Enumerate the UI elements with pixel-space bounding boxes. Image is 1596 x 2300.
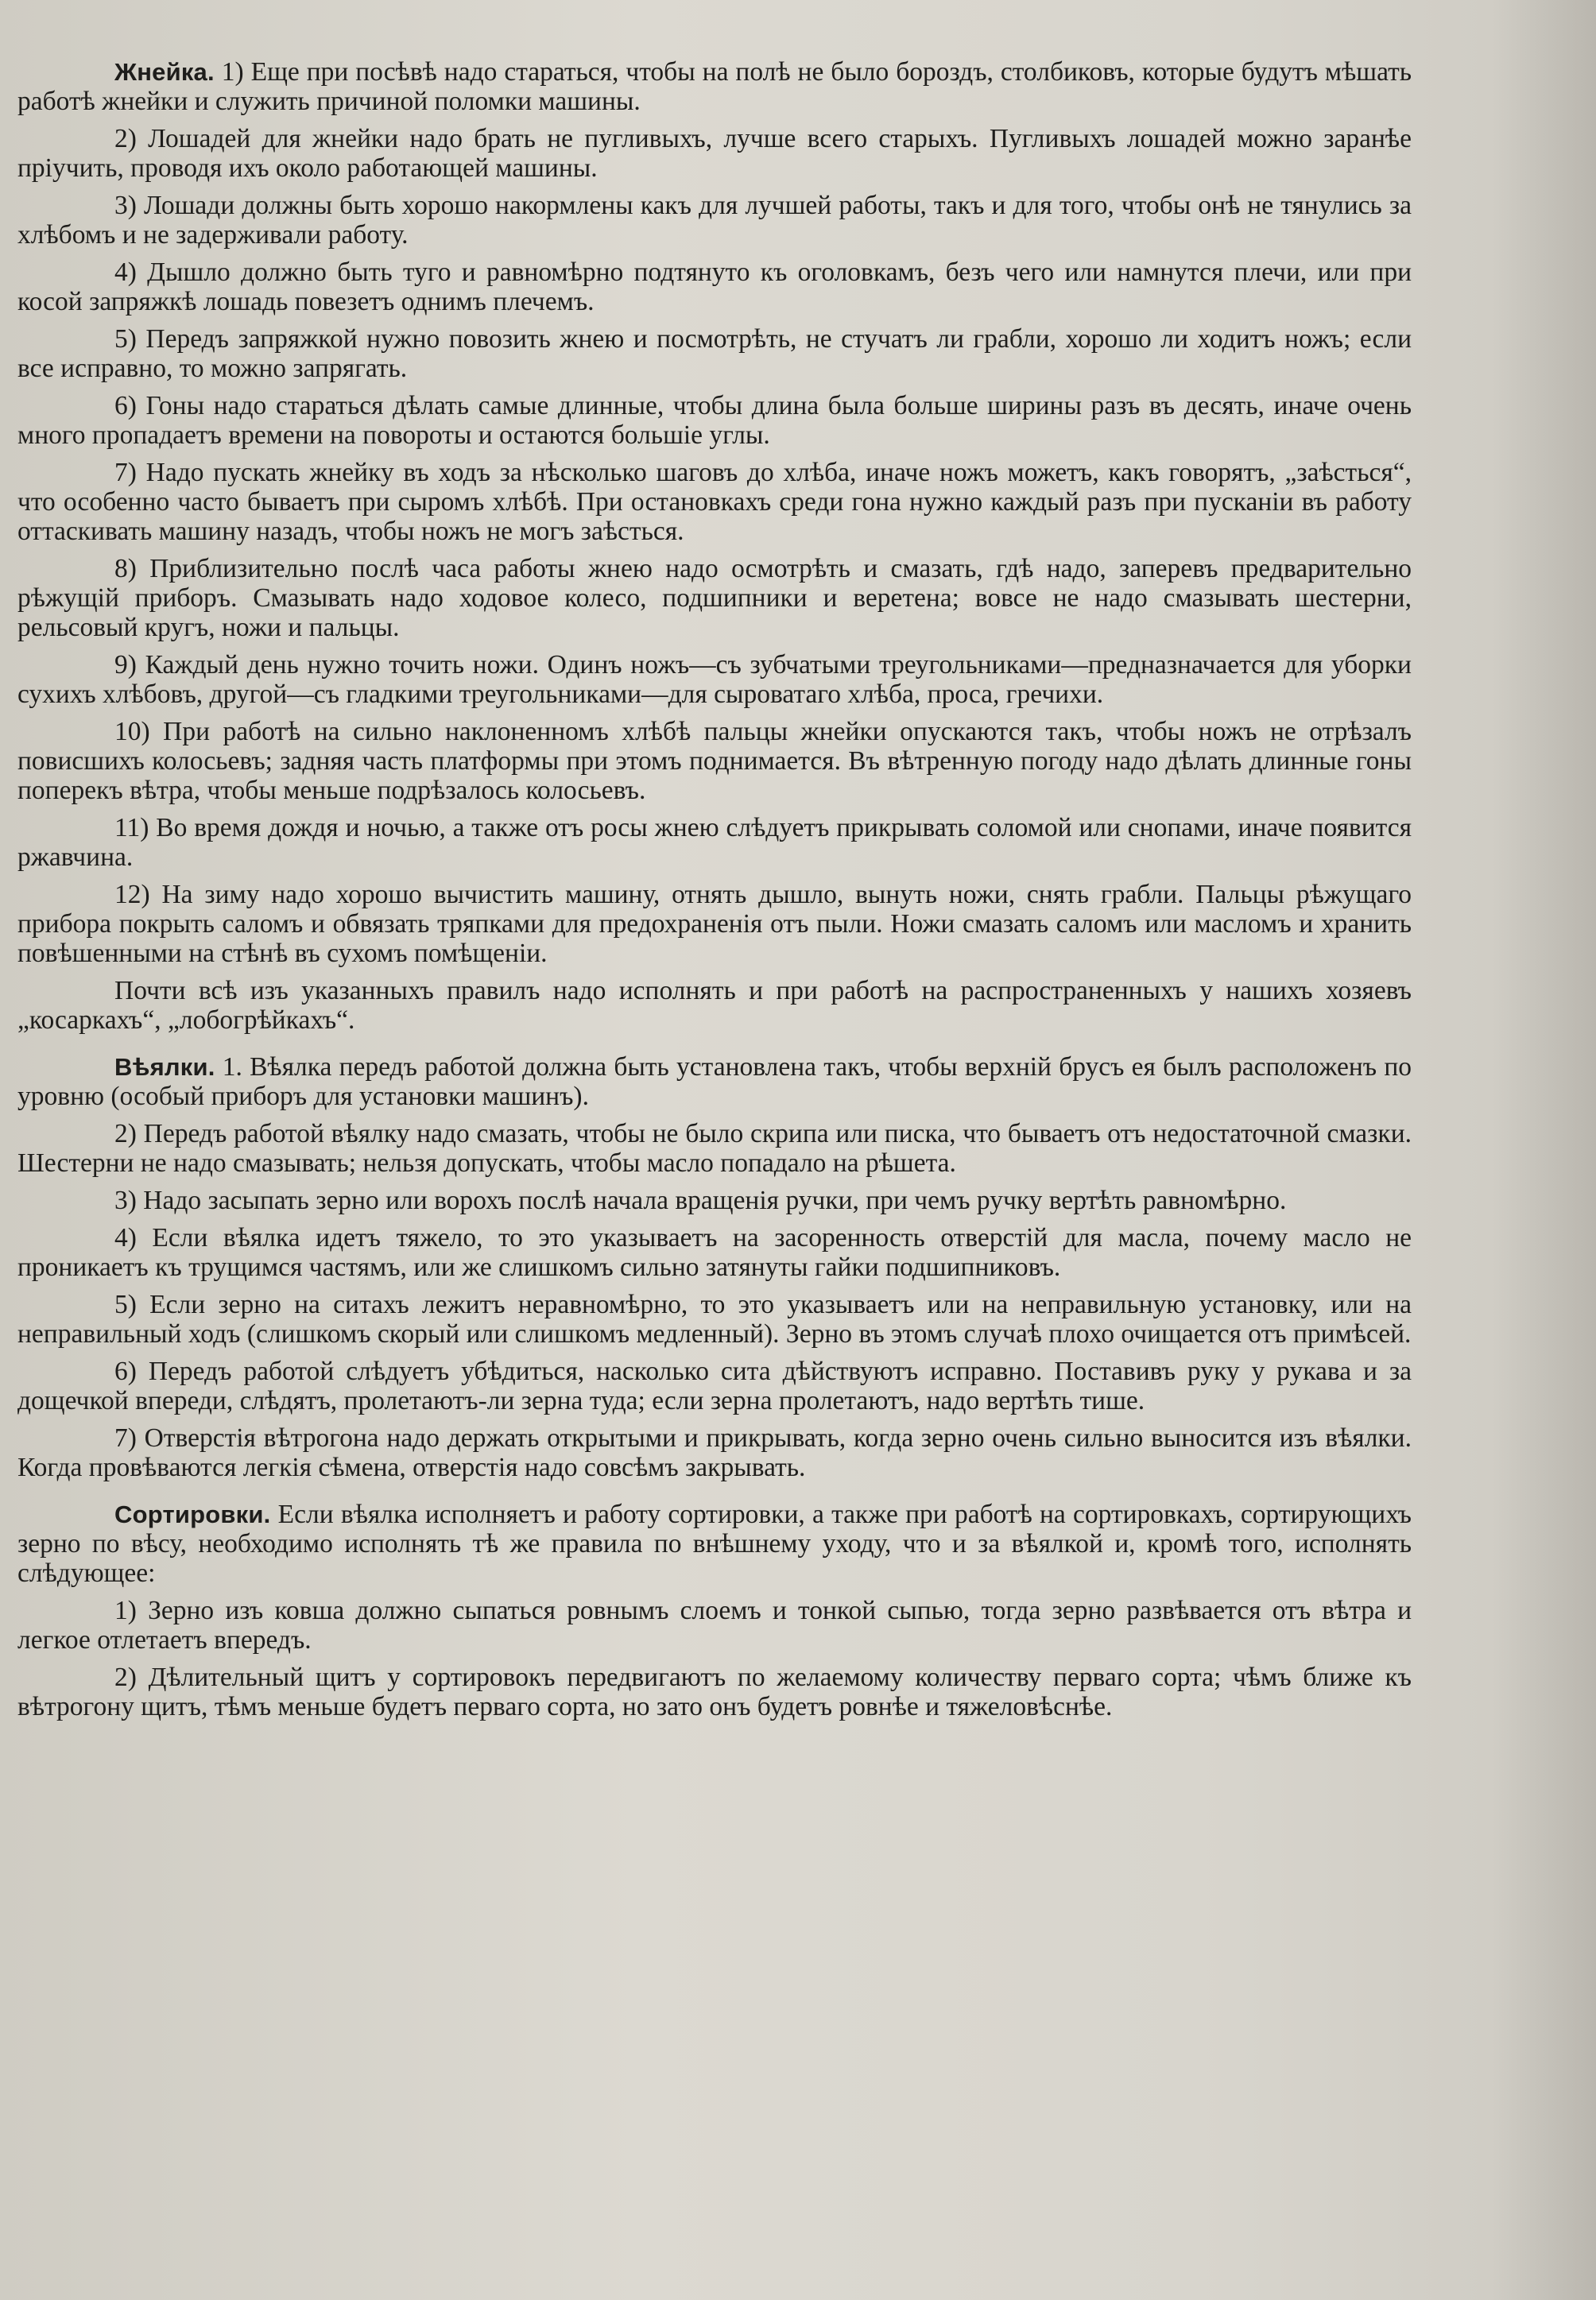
section-heading-reaper: Жнейка. — [114, 58, 215, 86]
reaper-paragraph-1 — [17, 57, 1412, 116]
winnower-paragraph-2: 2) Передъ работой вѣялку надо смазать, чтобы не было скрипа или писка, что бываетъ отъ недостаточной смазки. Шестерни не надо смазывать; нельзя допускать, чтобы масло попадало на рѣшета. — [17, 1119, 1412, 1178]
sorter-paragraph-intro — [17, 1500, 1412, 1588]
reaper-paragraph-3: 3) Лошади должны быть хорошо накормлены какъ для лучшей работы, такъ и для того, чтобы онѣ не тянулись за хлѣбомъ и не задерживали работу. — [17, 191, 1412, 250]
sorter-paragraph-2: 2) Дѣлительный щитъ у сортировокъ передвигаютъ по желаемому количеству перваго сорта; чѣмъ ближе къ вѣтрогону щитъ, тѣмъ меньше будетъ перваго сорта, но зато онъ будетъ ровнѣе и тяжеловѣснѣе. — [17, 1663, 1412, 1721]
reaper-paragraph-9: 9) Каждый день нужно точить ножи. Одинъ ножъ—съ зубчатыми треугольниками—предназначается для уборки сухихъ хлѣбовъ, другой—съ гладкими треугольниками—для сыроватаго хлѣба, проса, гречихи. — [17, 650, 1412, 709]
section-heading-sorters: Сортировки. — [114, 1500, 271, 1528]
winnower-paragraph-5: 5) Если зерно на ситахъ лежитъ неравномѣрно, то это указываетъ или на неправильную установку, или на неправильный ходъ (слишкомъ скорый или слишкомъ медленный). Зерно въ этомъ случаѣ плохо очищается отъ примѣсей. — [17, 1290, 1412, 1349]
reaper-paragraph-7: 7) Надо пускать жнейку въ ходъ за нѣсколько шаговъ до хлѣба, иначе ножъ можетъ, какъ говорятъ, „заѣсться“, что особенно часто бываетъ при сыромъ хлѣбѣ. При остановкахъ среди гона нужно каждый разъ при пусканіи въ работу оттаскивать машину назадъ, чтобы ножъ не могъ заѣсться. — [17, 458, 1412, 546]
reaper-paragraph-6: 6) Гоны надо стараться дѣлать самые длинные, чтобы длина была больше ширины разъ въ десять, иначе очень много пропадаетъ времени на повороты и остаются большіе углы. — [17, 391, 1412, 450]
paragraph-text: 1. Вѣялка передъ работой должна быть установлена такъ, чтобы верхній брусъ ея былъ расположенъ по уровню (особый приборъ для установки машинъ). — [17, 1052, 1412, 1111]
reaper-paragraph-5: 5) Передъ запряжкой нужно повозить жнею и посмотрѣть, не стучатъ ли грабли, хорошо ли ходитъ ножъ; если все исправно, то можно запрягать. — [17, 324, 1412, 383]
winnower-paragraph-4: 4) Если вѣялка идетъ тяжело, то это указываетъ на засоренность отверстій для масла, почему масло не проникаетъ къ трущимся частямъ, или же слишкомъ сильно затянуты гайки подшипниковъ. — [17, 1223, 1412, 1282]
reaper-paragraph-10: 10) При работѣ на сильно наклоненномъ хлѣбѣ пальцы жнейки опускаются такъ, чтобы ножъ не отрѣзалъ повисшихъ колосьевъ; задняя часть платформы при этомъ поднимается. Въ вѣтренную погоду надо дѣлать длинные гоны поперекъ вѣтра, чтобы меньше подрѣзалось колосьевъ. — [17, 717, 1412, 805]
page-edge-shadow — [1493, 0, 1596, 2300]
reaper-paragraph-11: 11) Во время дождя и ночью, а также отъ росы жнею слѣдуетъ прикрывать соломой или снопами, иначе появится ржавчина. — [17, 813, 1412, 872]
reaper-paragraph-note: Почти всѣ изъ указанныхъ правилъ надо исполнять и при работѣ на распространенныхъ у нашихъ хозяевъ „косаркахъ“, „лобогрѣйкахъ“. — [17, 976, 1412, 1035]
paragraph-text: Если вѣялка исполняетъ и работу сортировки, а также при работѣ на сортировкахъ, сортирующихъ зерно по вѣсу, необходимо исполнять тѣ же правила по внѣшнему уходу, что и за вѣялкой и, кромѣ того, исполнять слѣдующее: — [17, 1500, 1412, 1588]
reaper-paragraph-2: 2) Лошадей для жнейки надо брать не пугливыхъ, лучше всего старыхъ. Пугливыхъ лошадей можно заранѣе пріучить, проводя ихъ около работающей машины. — [17, 124, 1412, 183]
reaper-paragraph-4: 4) Дышло должно быть туго и равномѣрно подтянуто къ оголовкамъ, безъ чего или намнутся плечи, или при косой запряжкѣ лошадь повезетъ однимъ плечемъ. — [17, 257, 1412, 316]
reaper-paragraph-12: 12) На зиму надо хорошо вычистить машину, отнять дышло, вынуть ножи, снять грабли. Пальцы рѣжущаго прибора покрыть саломъ и обвязать тряпками для предохраненія отъ пыли. Ножи смазать саломъ или масломъ и хранить повѣшенными на стѣнѣ въ сухомъ помѣщеніи. — [17, 880, 1412, 968]
winnower-paragraph-7: 7) Отверстія вѣтрогона надо держать открытыми и прикрывать, когда зерно очень сильно выносится изъ вѣялки. Когда провѣваются легкія сѣмена, отверстія надо совсѣмъ закрывать. — [17, 1423, 1412, 1482]
paragraph-text: 1) Еще при посѣвѣ надо стараться, чтобы на полѣ не было бороздъ, столбиковъ, которые будутъ мѣшать работѣ жнейки и служить причиной поломки машины. — [17, 57, 1412, 116]
section-heading-winnowers: Вѣялки. — [114, 1053, 215, 1081]
winnower-paragraph-6: 6) Передъ работой слѣдуетъ убѣдиться, насколько сита дѣйствуютъ исправно. Поставивъ руку у рукава и за дощечкой впереди, слѣдятъ, пролетаютъ-ли зерна туда; если зерна пролетаютъ, надо вертѣть тише. — [17, 1357, 1412, 1415]
winnower-paragraph-3: 3) Надо засыпать зерно или ворохъ послѣ начала вращенія ручки, при чемъ ручку вертѣть равномѣрно. — [114, 1186, 1287, 1215]
reaper-paragraph-8: 8) Приблизительно послѣ часа работы жнею надо осмотрѣть и смазать, гдѣ надо, заперевъ предварительно рѣжущій приборъ. Смазывать надо ходовое колесо, подшипники и веретена; вовсе не надо смазывать шестерни, рельсовый кругъ, ножи и пальцы. — [17, 554, 1412, 642]
winnower-paragraph-1 — [17, 1052, 1412, 1111]
sorter-paragraph-1: 1) Зерно изъ ковша должно сыпаться ровнымъ слоемъ и тонкой сыпью, тогда зерно развѣвается отъ вѣтра и легкое отлетаетъ впередъ. — [17, 1596, 1412, 1655]
